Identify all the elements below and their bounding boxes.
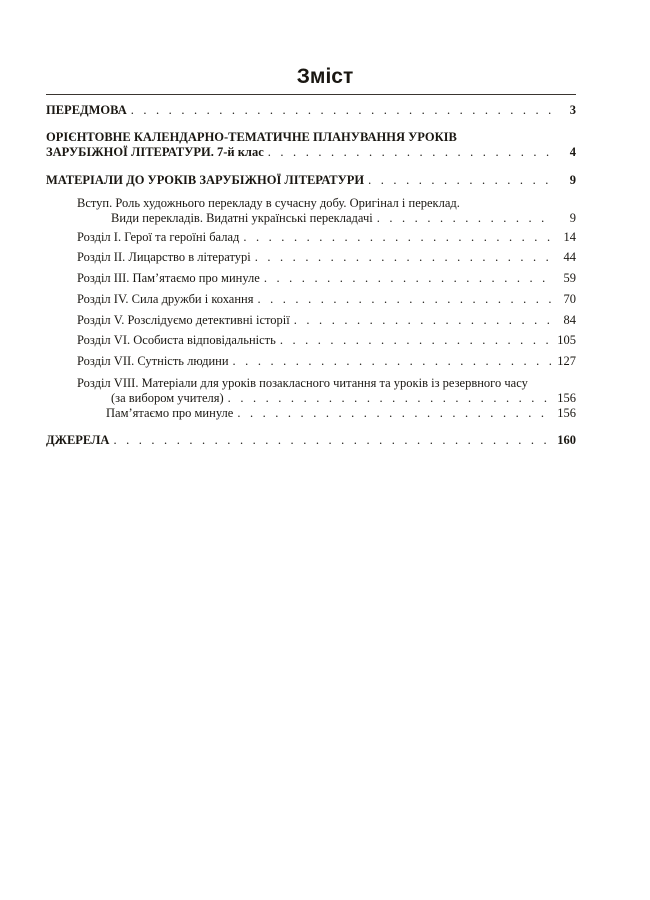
- dot-leader: [237, 406, 553, 421]
- toc-entry-label: Розділ I. Герої та героїні балад: [77, 230, 240, 244]
- toc-entry-label: Розділ II. Лицарство в літературі: [77, 250, 251, 264]
- dot-leader: [264, 271, 554, 286]
- toc-entry-plan[interactable]: [46, 130, 576, 160]
- dot-leader: [377, 211, 554, 226]
- toc-page-number: 4: [569, 145, 576, 159]
- toc-page-number: 3: [569, 103, 576, 117]
- toc-entry-label-line1: Розділ VIII. Матеріали для уроків позакласного читання та уроків із резервного часу: [77, 376, 528, 390]
- page-title: Зміст: [296, 65, 354, 88]
- dot-leader: [294, 313, 554, 328]
- toc-page-number: 70: [563, 292, 576, 306]
- toc-page-number: 59: [563, 271, 576, 285]
- toc-entry-section[interactable]: [46, 250, 576, 265]
- toc-entry-label: Розділ VI. Особиста відповідальність: [77, 333, 276, 347]
- toc-entry-section-8[interactable]: [46, 376, 576, 406]
- dot-leader: [255, 250, 554, 265]
- toc-entry-subsection[interactable]: [46, 406, 576, 421]
- toc-entry-label: ПЕРЕДМОВА: [46, 103, 127, 117]
- toc-entry-sources[interactable]: [46, 433, 576, 448]
- toc-entry-label: ДЖЕРЕЛА: [46, 433, 110, 447]
- toc-entry-section[interactable]: [46, 271, 576, 286]
- toc-entry-label: Пам’ятаємо про минуле: [106, 406, 234, 420]
- toc-page-number: 44: [563, 250, 576, 264]
- toc-entry-label: Розділ V. Розслідуємо детективні історії: [77, 313, 290, 327]
- dot-leader: [268, 145, 554, 160]
- toc-page-number: 9: [569, 173, 576, 187]
- toc-page-number: 105: [557, 333, 576, 347]
- toc-entry-label-line1: ОРІЄНТОВНЕ КАЛЕНДАРНО-ТЕМАТИЧНЕ ПЛАНУВАННЯ УРОКІВ: [46, 130, 457, 144]
- toc-page-number: 14: [563, 230, 576, 244]
- dot-leader: [113, 433, 553, 448]
- toc-page-number: 9: [569, 211, 576, 225]
- toc-entry-materials[interactable]: [46, 173, 576, 188]
- dot-leader: [243, 230, 554, 245]
- toc-page-number: 160: [557, 433, 576, 447]
- toc-entry-section[interactable]: [46, 292, 576, 307]
- toc-entry-section[interactable]: [46, 354, 576, 369]
- top-rule: [46, 94, 576, 95]
- toc-page-number: 84: [563, 313, 576, 327]
- toc-entry-label: Розділ III. Пам’ятаємо про минуле: [77, 271, 260, 285]
- dot-leader: [233, 354, 554, 369]
- dot-leader: [368, 173, 554, 188]
- toc-entry-intro[interactable]: [46, 196, 576, 226]
- dot-leader: [280, 333, 553, 348]
- toc-entry-label: Розділ VII. Сутність людини: [77, 354, 229, 368]
- toc-entry-label: МАТЕРІАЛИ ДО УРОКІВ ЗАРУБІЖНОЇ ЛІТЕРАТУРИ: [46, 173, 365, 187]
- toc-entry-label-line2: (за вибором учителя): [111, 391, 224, 405]
- toc-entry-label: Розділ IV. Сила дружби і кохання: [77, 292, 254, 306]
- toc-entry-label-line2: ЗАРУБІЖНОЇ ЛІТЕРАТУРИ. 7-й клас: [46, 145, 264, 159]
- toc-page-number: 127: [557, 354, 576, 368]
- toc-entry-section[interactable]: [46, 313, 576, 328]
- dot-leader: [228, 391, 554, 406]
- dot-leader: [257, 292, 554, 307]
- toc-entry-preface[interactable]: [46, 103, 576, 118]
- dot-leader: [131, 103, 554, 118]
- toc-entry-section[interactable]: [46, 333, 576, 348]
- toc-page-number: 156: [557, 406, 576, 420]
- toc-entry-label-line1: Вступ. Роль художнього перекладу в сучасну добу. Оригінал і переклад.: [77, 196, 460, 210]
- toc-entry-section[interactable]: [46, 230, 576, 245]
- toc-entry-label-line2: Види перекладів. Видатні українські перекладачі: [111, 211, 373, 225]
- toc-page-number: 156: [557, 391, 576, 405]
